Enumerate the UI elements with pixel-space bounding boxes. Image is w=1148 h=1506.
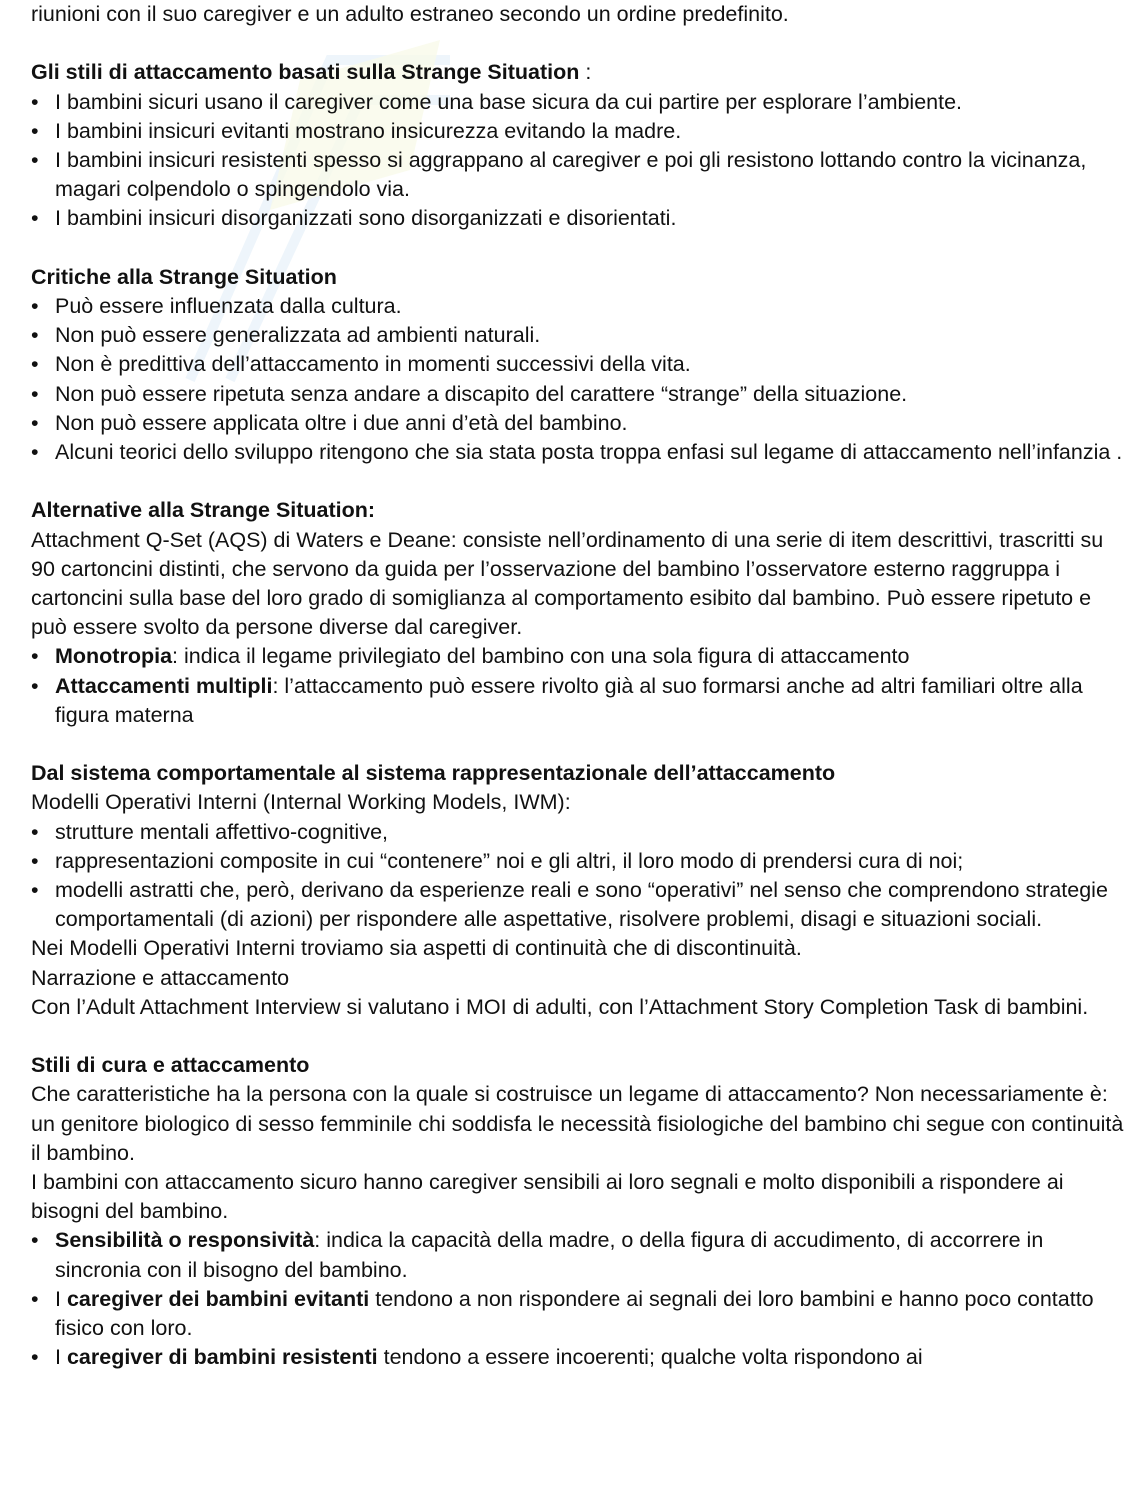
section-heading-iwm: Dal sistema comportamentale al sistema rappresentazionale dell’attaccamento [31,761,836,786]
list-item: • Non è predittiva dell’attaccamento in momenti successivi della vita. [31,352,691,377]
list-item: • I caregiver di bambini resistenti tendono a essere incoerenti; qualche volta rispondono ai [31,1345,923,1370]
intro-line: riunioni con il suo caregiver e un adulto estraneo secondo un ordine predefinito. [31,2,789,26]
list-item: • Non può essere ripetuta senza andare a discapito del carattere “strange” della situazione. [31,381,908,406]
list-item: • Può essere influenzata dalla cultura. [31,294,402,318]
list-item: • Alcuni teorici dello sviluppo ritengono che sia stata posta troppa enfasi sul legame di attaccamento nell’infanzia . [31,440,1123,465]
list-item: • I bambini sicuri usano il caregiver come una base sicura da cui partire per esplorare l’ambiente. [31,89,963,114]
iwm-line-aai: Con l’Adult Attachment Interview si valutano i MOI di adulti, con l’Attachment Story Completion Task di bambini. [31,994,1089,1019]
list-item: • Monotropia: indica il legame privilegiato del bambino con una sola figura di attaccamento [31,644,910,669]
list-item: • I bambini insicuri resistenti spesso si aggrappano al caregiver e poi gli resistono lottando contro la vicinanza, magari colpendolo o spingendolo via. [31,148,1087,202]
section-heading-alternatives: Alternative alla Strange Situation: [31,498,376,523]
list-item: • Non può essere generalizzata ad ambienti naturali. [31,323,541,348]
list-item: • I bambini insicuri disorganizzati sono disorganizzati e disorientati. [31,206,677,231]
list-item: • I caregiver dei bambini evitanti tendono a non rispondere ai segnali dei loro bambini e hanno poco contatto fisico con loro. [31,1286,1094,1341]
document-page [31,0,1131,1372]
list-item: • strutture mentali affettivo-cognitive, [31,819,389,844]
list-item: • modelli astratti che, però, derivano da esperienze reali e sono “operativi” nel senso che comprendono strategie comportamentali (di azioni) per rispondere alle aspettative, risolvere problemi, disagi e situazioni sociali. [31,878,1108,932]
section-heading-care: Stili di cura e attaccamento [31,1053,310,1078]
list-item: • I bambini insicuri evitanti mostrano insicurezza evitando la madre. [31,118,682,143]
list-item: • Non può essere applicata oltre i due anni d’età del bambino. [31,410,628,435]
section-heading-styles: Gli stili di attaccamento basati sulla Strange Situation : [31,60,592,85]
list-item: • Attaccamenti multipli: l’attaccamento può essere rivolto già al suo formarsi anche ad altri familiari oltre alla figura materna [31,673,1083,727]
iwm-intro: Modelli Operativi Interni (Internal Working Models, IWM): [31,790,571,815]
alternatives-list [31,642,1131,730]
section-heading-critiques: Critiche alla Strange Situation [31,264,337,289]
styles-list [31,88,1131,234]
list-item: • rappresentazioni composite in cui “contenere” noi e gli altri, il loro modo di prendersi cura di noi; [31,848,964,873]
alternatives-paragraph: Attachment Q-Set (AQS) di Waters e Deane: consiste nell’ordinamento di una serie di item descrittivi, trascritti su 90 cartoncini distinti, che servono da guida per l’osservazione del bambino l’osservatore esterno raggruppa i cartoncini sulla base del loro grado di somiglianza al comportamento esibito dal bambino. Può essere ripetuto e può essere svolto da persone diverse dal caregiver. [31,527,1104,640]
care-list [31,1226,1131,1372]
care-paragraph-2: I bambini con attaccamento sicuro hanno caregiver sensibili ai loro segnali e molto disponibili a rispondere ai bisogni del bambino. [31,1170,1064,1224]
iwm-list [31,818,1131,935]
iwm-line-continuity: Nei Modelli Operativi Interni troviamo sia aspetti di continuità che di discontinuità. [31,936,802,961]
care-paragraph-1: Che caratteristiche ha la persona con la quale si costruisce un legame di attaccamento? Non necessariamente è: un genitore biologico di sesso femminile chi soddisfa le necessità fisiologiche del bambino chi segue con continuità il bambino. [31,1082,1124,1165]
list-item: • Sensibilità o responsività: indica la capacità della madre, o della figura di accudimento, di accorrere in sincronia con il bisogno del bambino. [31,1228,1044,1282]
iwm-line-narration: Narrazione e attaccamento [31,965,290,990]
critiques-list [31,292,1131,467]
